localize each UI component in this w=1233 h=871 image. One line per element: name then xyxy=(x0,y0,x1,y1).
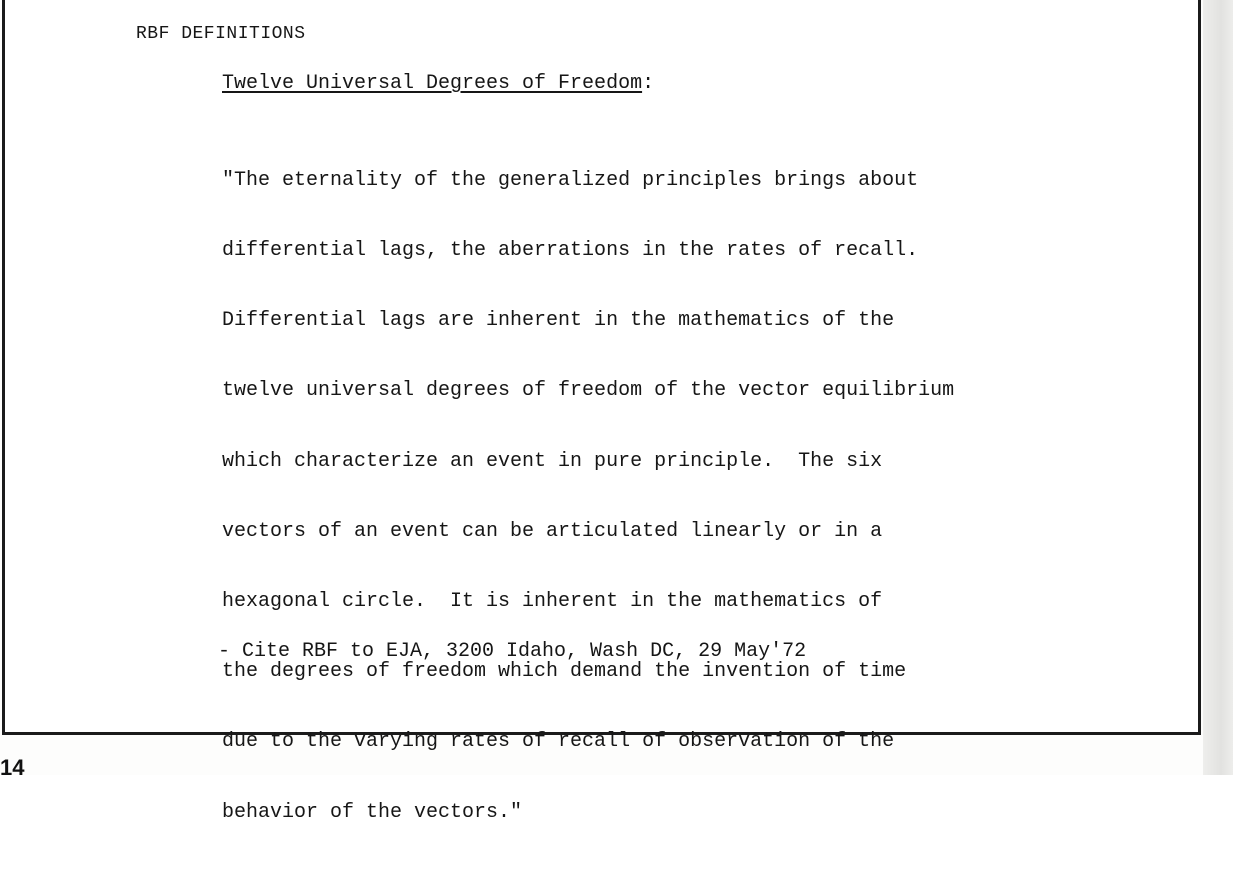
quote-line: twelve universal degrees of freedom of the vector equilibrium xyxy=(222,379,955,403)
definition-quote xyxy=(222,122,954,871)
quote-line: "The eternality of the generalized principles brings about xyxy=(222,168,919,192)
quote-line: behavior of the vectors." xyxy=(222,800,523,824)
quote-line: the degrees of freedom which demand the invention of time xyxy=(222,660,907,684)
quote-line: which characterize an event in pure principle. The six xyxy=(222,449,883,473)
definition-subtitle xyxy=(222,72,654,95)
page-number: 14 xyxy=(0,755,25,780)
card-header: RBF DEFINITIONS xyxy=(136,24,306,44)
definition-subtitle-text: Twelve Universal Degrees of Freedom xyxy=(222,72,643,95)
quote-line: Differential lags are inherent in the mathematics of the xyxy=(222,309,895,333)
quote-line: due to the varying rates of recall of observation of the xyxy=(222,730,895,754)
quote-line: vectors of an event can be articulated linearly or in a xyxy=(222,519,883,543)
citation: - Cite RBF to EJA, 3200 Idaho, Wash DC, 29 May'72 xyxy=(218,640,807,663)
quote-line: differential lags, the aberrations in the rates of recall. xyxy=(222,239,919,263)
right-page-margin xyxy=(1203,0,1233,775)
quote-line: hexagonal circle. It is inherent in the mathematics of xyxy=(222,590,883,614)
definition-subtitle-colon: : xyxy=(642,72,655,95)
